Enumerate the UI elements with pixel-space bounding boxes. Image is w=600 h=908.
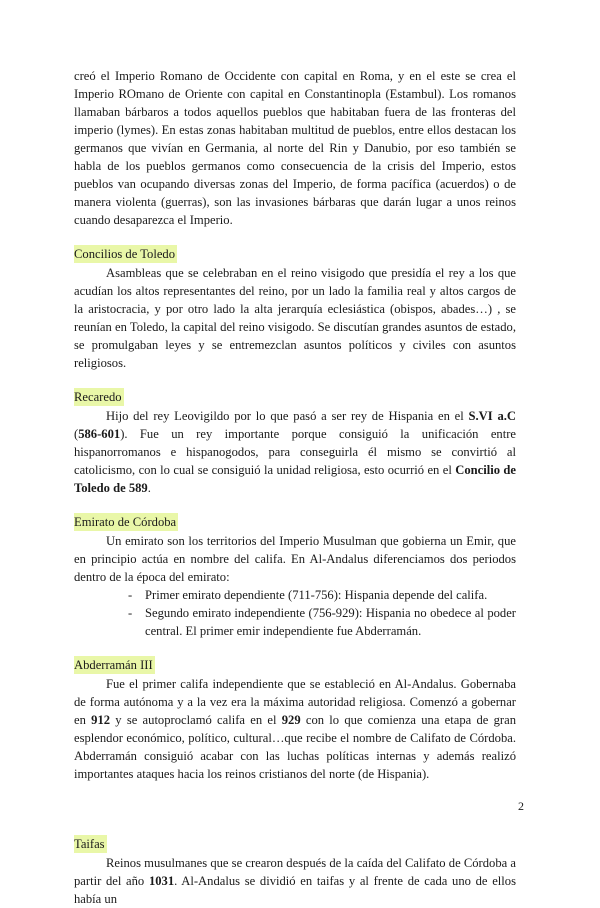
taifas-paragraph (74, 854, 516, 908)
section-emirato (74, 513, 516, 640)
section-taifas (74, 835, 516, 908)
recaredo-reign-years: 586-601 (78, 427, 121, 441)
list-item: - Primer emirato dependiente (711-756): Hispania depende del califa. (128, 586, 516, 604)
recaredo-century: S.VI a.C (468, 409, 516, 423)
recaredo-concilio: Concilio de Toledo de 589 (74, 463, 516, 495)
section-heading-recaredo: Recaredo (74, 390, 122, 404)
abderraman-text-2: y se autoproclamó califa en el (110, 713, 282, 727)
concilios-paragraph: Asambleas que se celebraban en el reino visigodo que presidía el rey a los que acudían los altos representantes del reino, por un lado la familia real y altos cargos de la aristocracia, y por otro lado la alta jerarquía eclesiástica (obispos, abades…) , se reunían en Toledo, la capital del reino visigodo. Se discutían grandes asuntos de estado, se promulgaban leyes y se entremezclan asuntos políticos y civiles con asuntos religiosos. (74, 266, 516, 370)
abderraman-text-3: con lo que comienza una etapa de gran esplendor económico, político, cultural…que recibe el nombre de Califato de Córdoba. Abderramán consiguió acabar con las luchas políticas internas y además realizó importantes ataques hacia los reinos cristianos del norte (de Hispania). (74, 713, 516, 781)
section-abderraman (74, 656, 516, 783)
section-heading-concilios: Concilios de Toledo (74, 247, 176, 261)
section-recaredo (74, 388, 516, 497)
abderraman-year-929: 929 (281, 713, 301, 727)
recaredo-text-3: ). Fue un rey importante porque consiguió la unificación entre hispanorromanos e hispanogodos, para conseguirla él mismo se convirtió al catolicismo, con lo cual se consiguió la unidad religiosa, esto ocurrió en el (74, 427, 516, 477)
section-heading-abderraman: Abderramán III (74, 658, 153, 672)
abderraman-year-912: 912 (91, 713, 111, 727)
section-heading-emirato: Emirato de Córdoba (74, 515, 177, 529)
taifas-text-2: . Al-Andalus se dividió en taifas y al frente de cada uno de ellos había un (74, 874, 516, 906)
emirato-paragraph: Un emirato son los territorios del Imperio Musulman que gobierna un Emir, que en principio actúa en nombre del califa. En Al-Andalus diferenciamos dos periodos dentro de la época del emirato: (74, 534, 516, 584)
abderraman-paragraph (74, 675, 516, 783)
recaredo-text-2: ( (74, 427, 79, 441)
taifas-text-1: Reinos musulmanes que se crearon después de la caída del Califato de Córdoba a partir del año (74, 856, 516, 888)
intro-paragraph: creó el Imperio Romano de Occidente con capital en Roma, y en el este se crea el Imperio ROmano de Oriente con capital en Constantinopla (Estambul). Los romanos llamaban bárbaros a todos aquellos pueblos que habitaban fuera de las fronteras del imperio (lymes). En estas zonas habitaban multitud de pueblos, entre ellos destacan los germanos que vivían en Germania, al norte del Rin y Danubio, por eso también se habla de los pueblos germanos como consecuencia de la crisis del Imperio, estos pueblos van ocupando diversas zonas del Imperio, de forma pacífica (acuerdos) o de manera violenta (guerras), son las invasiones bárbaras que darán lugar a unos reinos cuando desaparezca el Imperio. (74, 69, 516, 227)
section-heading-taifas: Taifas (74, 837, 105, 851)
taifas-year-1031: 1031 (148, 874, 175, 888)
abderraman-text-1: Fue el primer califa independiente que se estableció en Al-Andalus. Gobernaba de forma autónoma y a la vez era la máxima autoridad religiosa. Comenzó a gobernar en (74, 677, 516, 727)
list-item: - Segundo emirato independiente (756-929): Hispania no obedece al poder central. El primer emir independiente fue Abderramán. (128, 604, 516, 640)
recaredo-text-4: . (147, 481, 151, 495)
page-number: 2 (518, 799, 524, 813)
emirato-list (74, 586, 516, 640)
recaredo-paragraph (74, 407, 516, 497)
section-concilios (74, 245, 516, 372)
recaredo-text-1: Hijo del rey Leovigildo por lo que pasó a ser rey de Hispania en el (106, 409, 469, 423)
